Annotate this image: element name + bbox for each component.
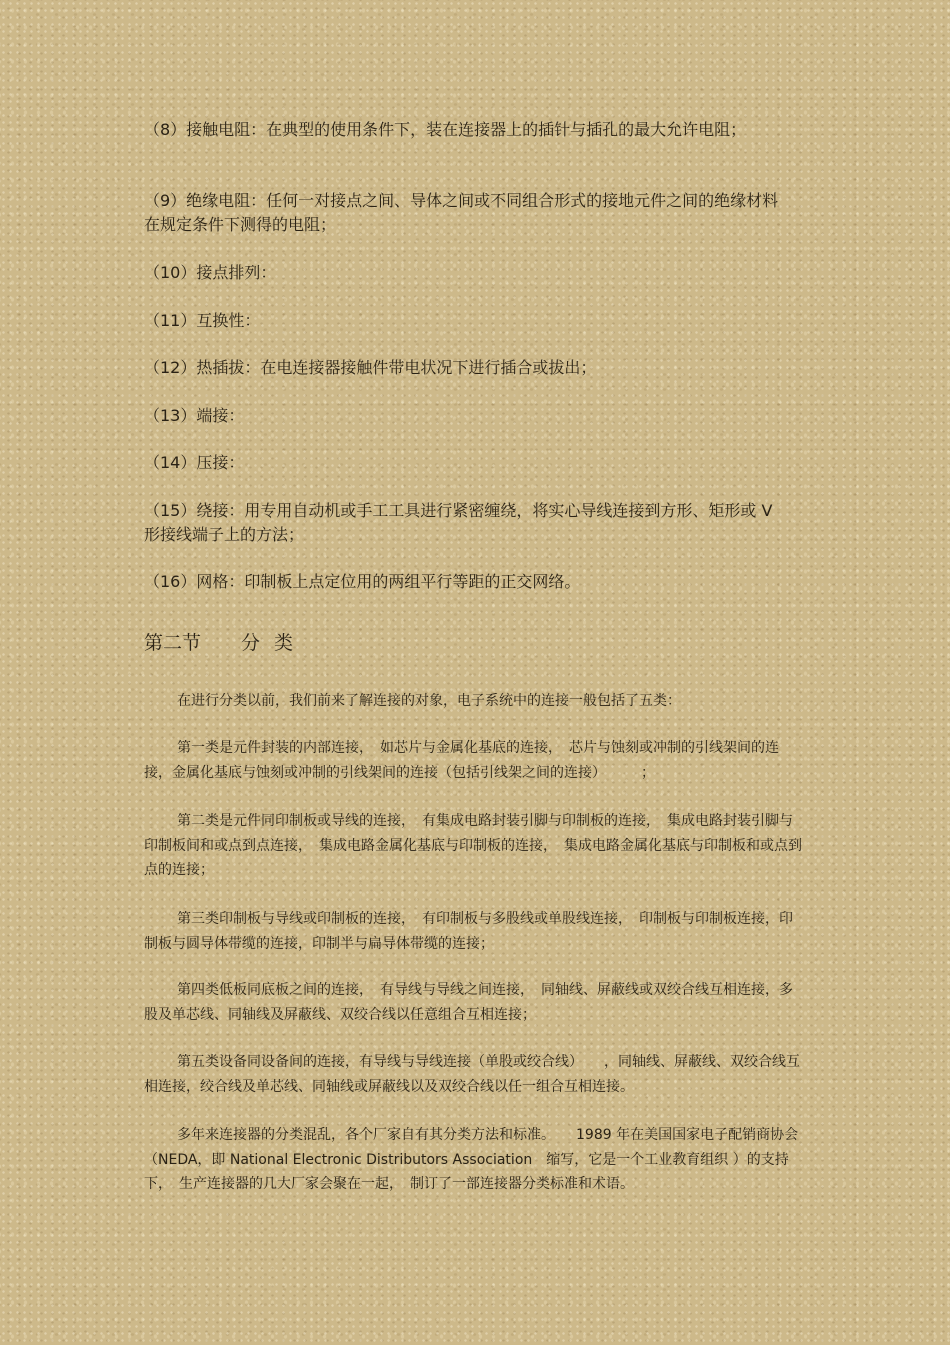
definition-contact-arrangement: （10）接点排列： xyxy=(144,263,277,282)
paragraph-intro: 在进行分类以前，我们前来了解连接的对象，电子系统中的连接一般包括了五类： xyxy=(177,693,681,709)
definition-interchangeability: （11）互换性： xyxy=(144,311,261,330)
definition-hot-plug: （12）热插拔：在电连接器接触件带电状况下进行插合或拔出； xyxy=(144,358,597,377)
definition-termination: （13）端接： xyxy=(144,406,245,425)
paragraph-class-3: 第三类印制板与导线或印制板的连接， 有印制板与多股线或单股线连接， 印制板与印制板连接，印制板与圆导体带缆的连接，印制半与扁导体带缆的连接； xyxy=(144,911,793,952)
section-title: 分类 xyxy=(241,632,308,654)
section-number: 第二节 xyxy=(144,632,202,654)
definition-grid: （16）网格：印制板上点定位用的两组平行等距的正交网络。 xyxy=(144,572,581,591)
paragraph-class-4: 第四类低板同底板之间的连接， 有导线与导线之间连接， 同轴线、屏蔽线或双绞合线互相连接，多股及单芯线、同轴线及屏蔽线、双绞合线以任意组合互相连接； xyxy=(144,982,793,1023)
paragraph-history: 多年来连接器的分类混乱，各个厂家自有其分类方法和标准。 1989 年在美国国家电子配销商协会 （NEDA，即 National Electronic Distributors Association 缩写，它是一个工业教育组织 ）的支持下， 生产连接器的几大厂家会聚在一起， 制订了一部连接器分类标准和术语。 xyxy=(144,1127,799,1192)
definition-wire-wrap: （15）绕接：用专用自动机或手工工具进行紧密缠绕，将实心导线连接到方形、矩形或 V形接线端子上的方法； xyxy=(144,501,773,544)
paragraph-class-2: 第二类是元件同印制板或导线的连接， 有集成电路封装引脚与印制板的连接， 集成电路封装引脚与印制板间和或点到点连接， 集成电路金属化基底与印制板的连接， 集成电路金属化基底与印制板和或点到点的连接； xyxy=(144,813,802,878)
section-heading xyxy=(144,630,307,656)
paragraph-class-1: 第一类是元件封装的内部连接， 如芯片与金属化基底的连接， 芯片与蚀刻或冲制的引线架间的连接，金属化基底与蚀刻或冲制的引线架间的连接（包括引线架之间的连接） ； xyxy=(144,740,779,781)
paragraph-class-5: 第五类设备同设备间的连接，有导线与导线连接（单股或绞合线） ，同轴线、屏蔽线、双绞合线互相连接，绞合线及单芯线、同轴线或屏蔽线以及双绞合线以任一组合互相连接。 xyxy=(144,1054,800,1095)
definition-contact-resistance: （8）接触电阻：在典型的使用条件下，装在连接器上的插针与插孔的最大允许电阻； xyxy=(144,120,747,139)
definition-crimp: （14）压接： xyxy=(144,453,245,472)
definition-insulation-resistance: （9）绝缘电阻：任何一对接点之间、导体之间或不同组合形式的接地元件之间的绝缘材料在规定条件下测得的电阻； xyxy=(144,191,779,234)
